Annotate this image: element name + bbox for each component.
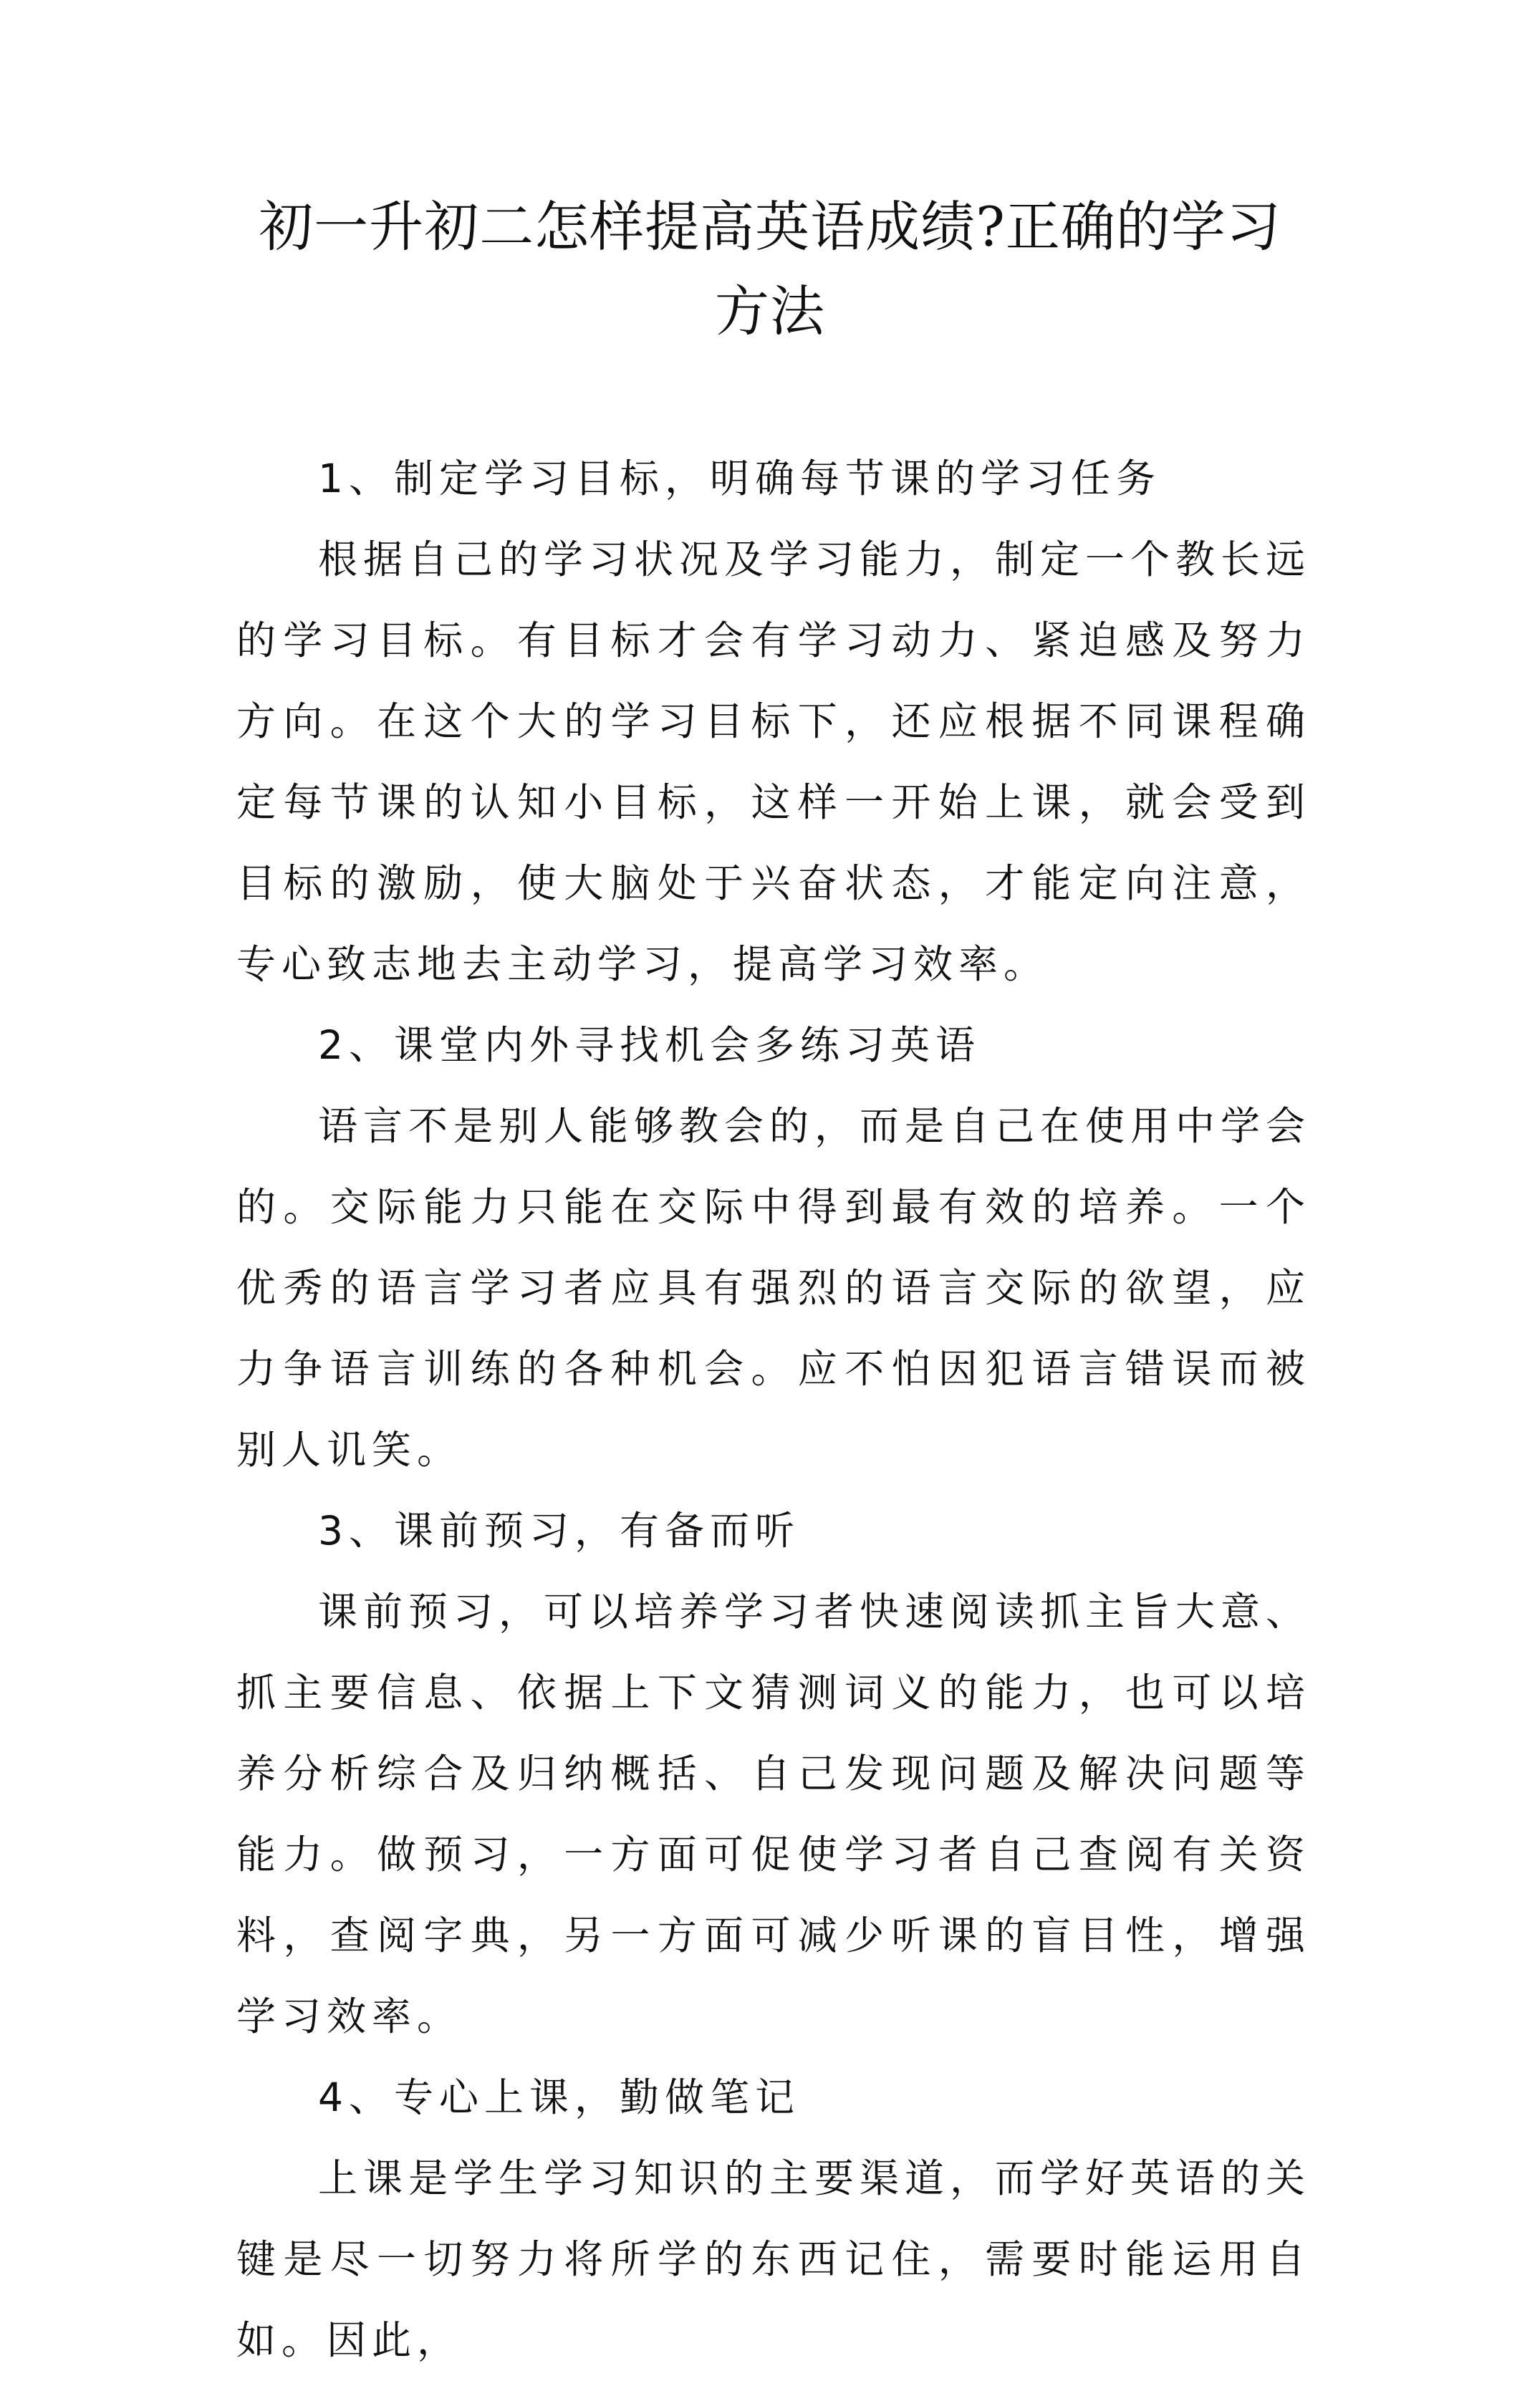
document-body [236, 438, 1311, 2381]
title-line-1: 初一升初二怎样提高英语成绩?正确的学习 [259, 195, 1281, 259]
section-3-heading: 3、课前预习，有备而听 [318, 1508, 800, 1554]
title-line-2: 方法 [715, 279, 825, 343]
document-title [215, 185, 1325, 354]
section-3-text: 课前预习，可以培养学习者快速阅读抓主旨大意、抓主要信息、依据上下文猜测词义的能力，也可以培养分析综合及归纳概括、自己发现问题及解决问题等能力。做预习，一方面可促使学习者自己查阅有关资料，查阅字典，另一方面可减少听课的盲目性，增强学习效率。 [236, 1589, 1312, 2039]
section-2-text: 语言不是别人能够教会的，而是自己在使用中学会的。交际能力只能在交际中得到最有效的培养。一个优秀的语言学习者应具有强烈的语言交际的欲望，应力争语言训练的各种机会。应不怕因犯语言错误而被别人讥笑。 [236, 1103, 1312, 1473]
section-4-heading: 4、专心上课，勤做笔记 [318, 2074, 800, 2120]
section-1-heading: 1、制定学习目标，明确每节课的学习任务 [318, 456, 1161, 501]
section-1-text: 根据自己的学习状况及学习能力，制定一个教长远的学习目标。有目标才会有学习动力、紧迫感及努力方向。在这个大的学习目标下，还应根据不同课程确定每节课的认知小目标，这样一开始上课，就会受到目标的激励，使大脑处于兴奋状态，才能定向注意，专心致志地去主动学习，提高学习效率。 [236, 537, 1312, 987]
section-2-heading: 2、课堂内外寻找机会多练习英语 [318, 1022, 981, 1068]
section-4-text: 上课是学生学习知识的主要渠道，而学好英语的关键是尽一切努力将所学的东西记住，需要时能运用自如。因此， [236, 2155, 1312, 2363]
